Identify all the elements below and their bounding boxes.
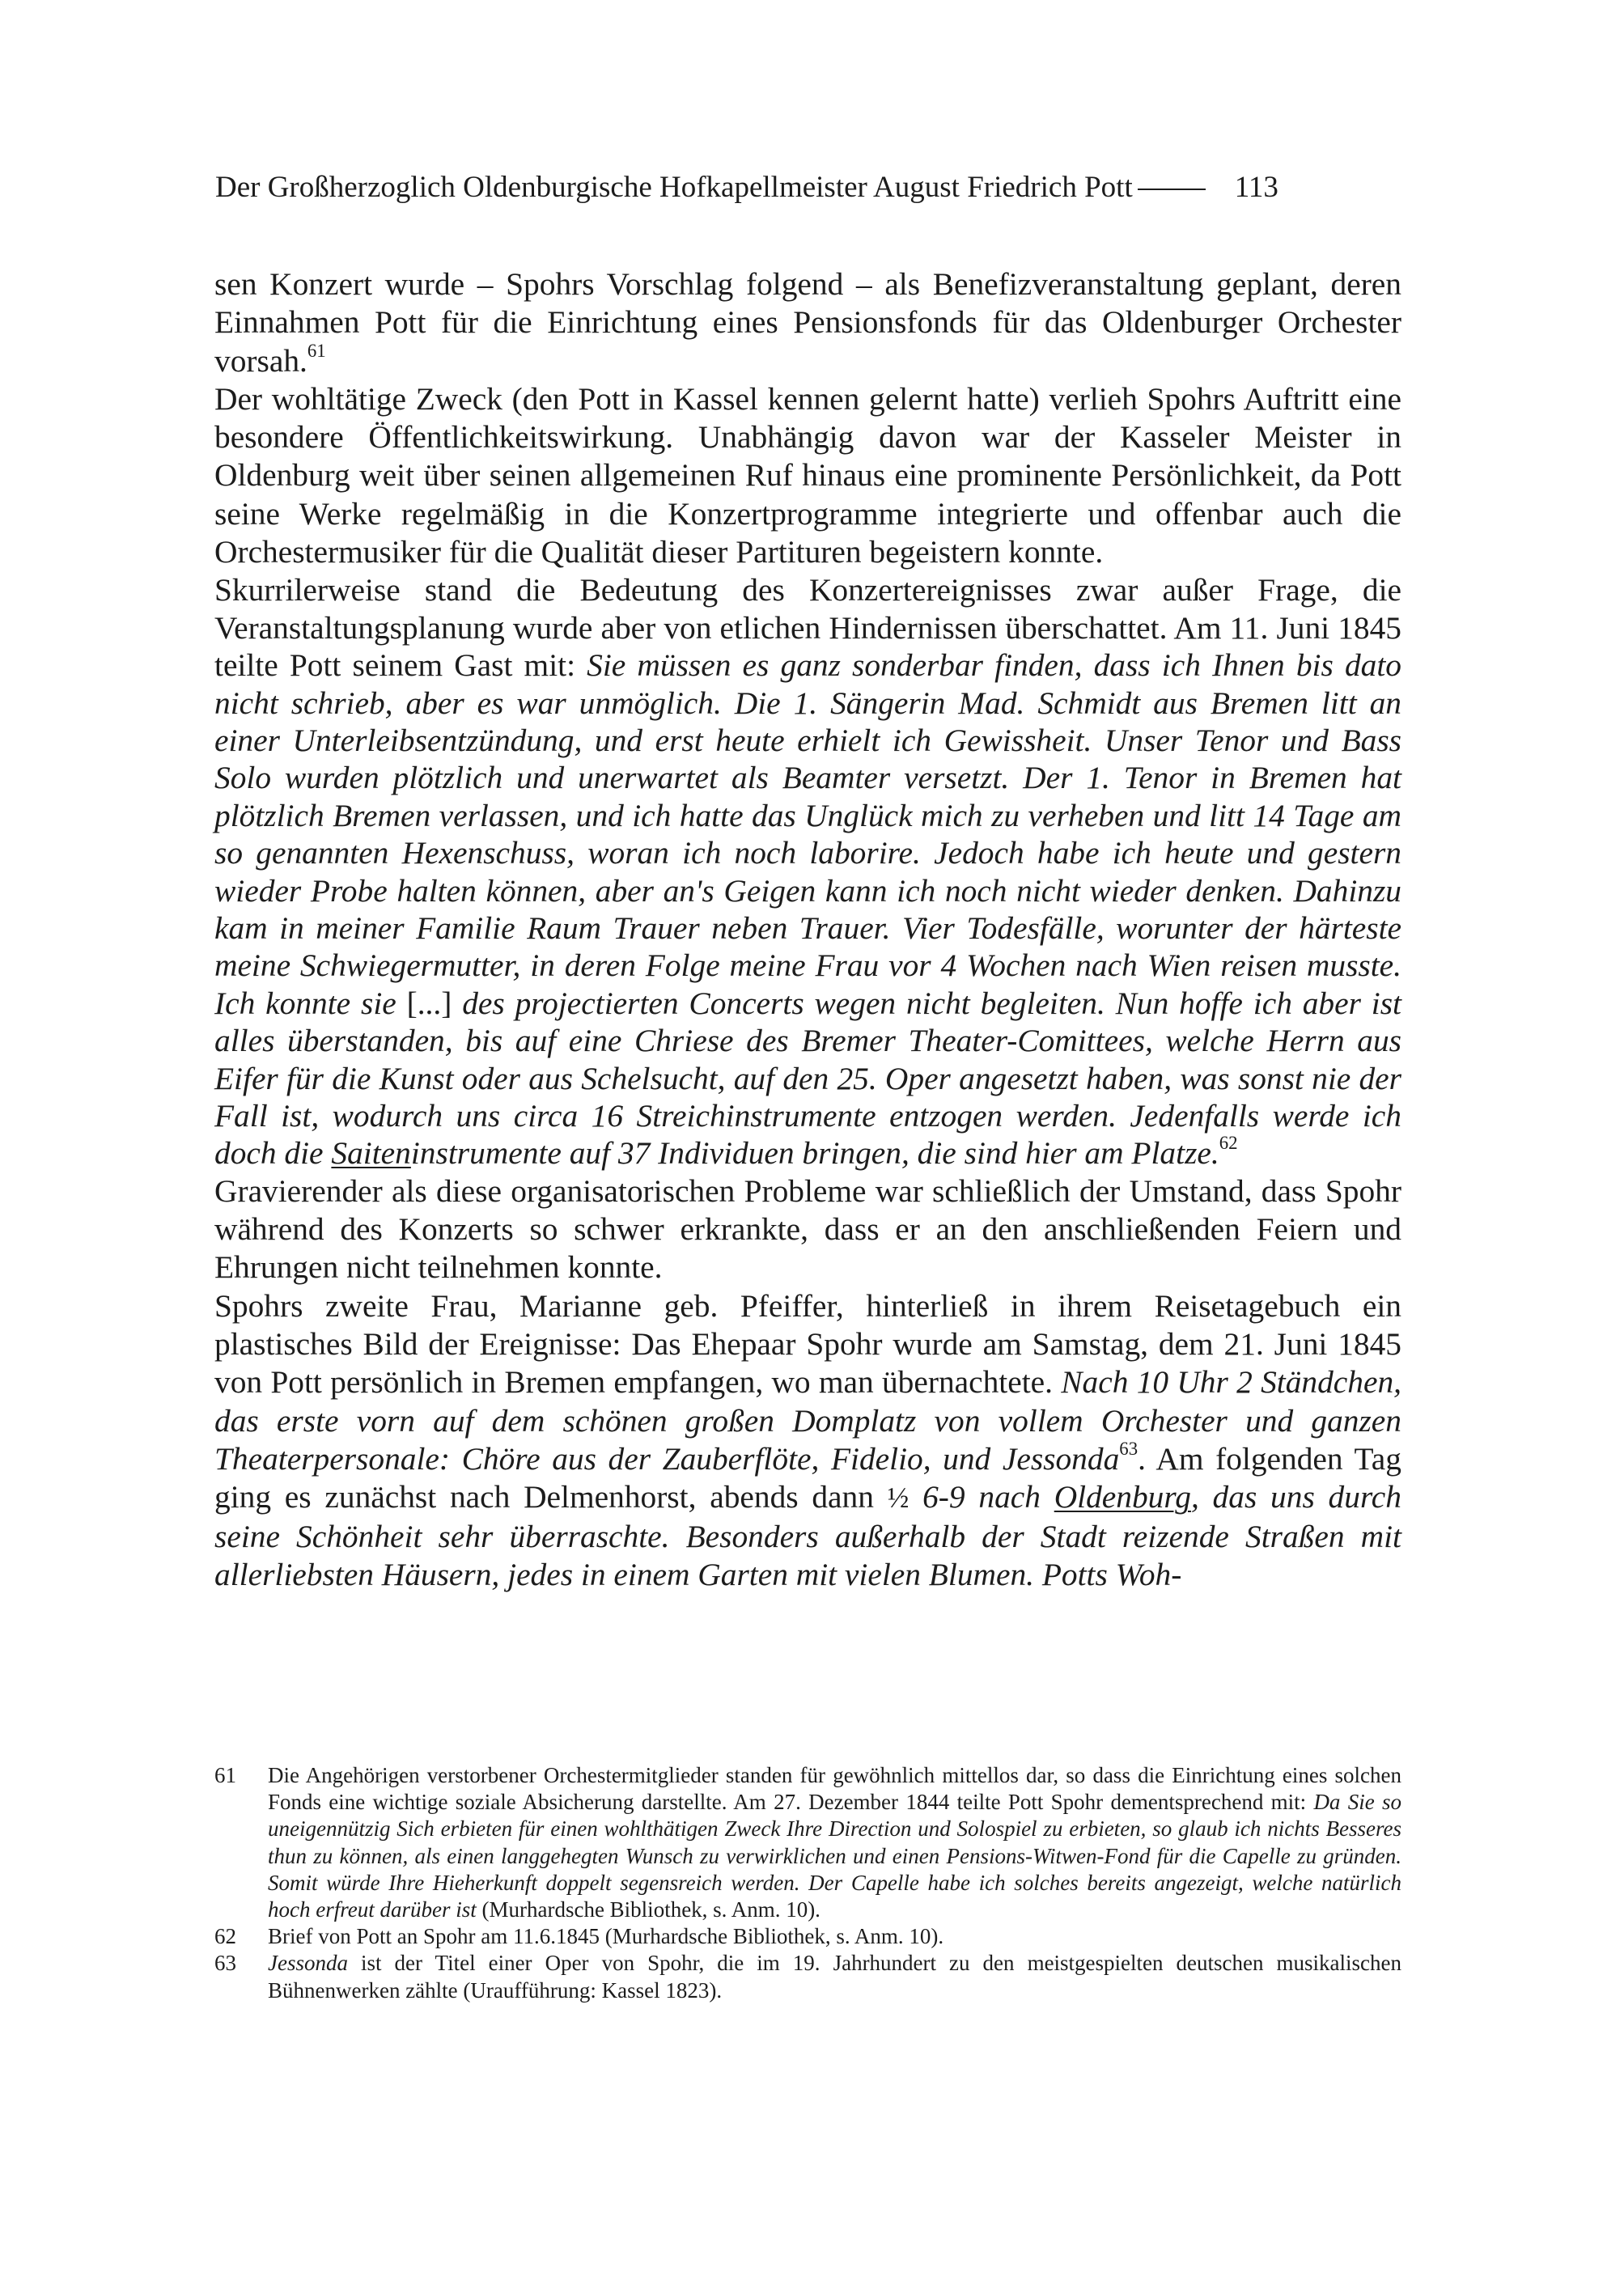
footnote-63 [214,1950,1401,2003]
footnote-61 [214,1762,1401,1923]
footnote-63-title: Jessonda [268,1951,348,1976]
fraction-half: ½ [887,1481,910,1515]
footnotes [214,1762,1401,2004]
footnote-ref-62: 62 [1219,1133,1238,1154]
quote-diary-part-2: 6-9 nach [909,1479,1054,1515]
main-text [214,265,1401,1594]
footnote-number: 62 [214,1924,236,1949]
footnote-text [268,1762,1401,1923]
ellipsis: [...] [406,985,452,1021]
quote-diary-part-3: , das uns durch seine Schönheit sehr überraschte. Besonders außerhalb der Stadt reizende Straßen mit allerliebsten Häusern, jedes in einem Garten mit vielen Blumen. Potts Woh- [214,1479,1401,1592]
footnote-number: 63 [214,1951,236,1976]
footnote-ref-63: 63 [1119,1439,1138,1460]
paragraph-4: Gravierender als diese organisatorischen Probleme war schließlich der Umstand, dass Spohr während des Konzerts so schwer erkrankte, dass er an den anschließenden Feiern und Ehrungen nicht teilnehmen konnte. [214,1172,1401,1286]
footnote-61-tail: (Murhardsche Bibliothek, s. Anm. 10). [476,1897,820,1922]
underlined-word-oldenburg: Oldenburg [1054,1479,1191,1515]
page-number: 113 [1234,171,1278,204]
footnote-61-lead: Die Angehörigen verstorbener Orchestermitglieder standen für gewöhnlich mittellos dar, so dass die Einrichtung eines solchen Fonds eine wichtige soziale Absicherung darstellte. Am 27. Dezember 1844 teilte Pott Spohr dementsprechend mit: [268,1763,1401,1815]
underlined-word-saiten: Saiten [331,1135,411,1172]
quote-diary-part-1: Nach 10 Uhr 2 Ständchen, das erste vorn auf dem schönen großen Domplatz von vollem Orchester und ganzen Theaterpersonale: Chöre aus der Zauberflöte, Fidelio, und Jessonda [214,1364,1401,1477]
paragraph-2: Der wohltätige Zweck (den Pott in Kassel kennen gelernt hatte) verlieh Spohrs Auftritt eine besondere Öffentlichkeitswirkung. Unabhängig davon war der Kasseler Meister in Oldenburg weit über seinen allgemeinen Ruf hinaus eine prominente Persönlichkeit, da Pott seine Werke regelmäßig in die Konzertprogramme integrierte und offenbar auch die Orchestermusiker für die Qualität dieser Partituren begeistern konnte. [214,380,1401,570]
footnote-number: 61 [214,1763,236,1787]
footnote-text: Brief von Pott an Spohr am 11.6.1845 (Murhardsche Bibliothek, s. Anm. 10). [268,1924,944,1949]
paragraph-3 [214,571,1401,1172]
paragraph-1-text: sen Konzert wurde – Spohrs Vorschlag folgend – als Benefizveranstaltung geplant, deren Einnahmen Pott für die Einrichtung eines Pensionsfonds für das Oldenburger Orchester vorsah. [214,266,1401,379]
header-rule [1138,189,1206,190]
paragraph-5-mid: . Am folgenden Tag ging es zunächst nach Delmenhorst, abends dann [214,1440,1401,1515]
quote-letter-part-1: Sie müssen es ganz sonderbar finden, dass ich Ihnen bis dato nicht schrieb, aber es war unmöglich. Die 1. Sängerin Mad. Schmidt aus Bremen litt an einer Unterleibsentzündung, und erst heute erhielt ich Gewissheit. Unser Tenor und Bass Solo wurden plötzlich und unerwartet als Beamter versetzt. Der 1. Tenor in Bremen hat plötzlich Bremen verlassen, und ich hatte das Unglück mich zu verheben und litt 14 Tage am so genannten Hexenschuss, woran ich noch laborire. Jedoch habe ich heute und gestern wieder Probe halten können, aber an's Geigen kann ich noch nicht wieder denken. Dahinzu kam in meiner Familie Raum Trauer neben Trauer. Vier Todesfälle, worunter der härteste meine Schwiegermutter, in deren Folge meine Frau vor 4 Wochen nach Wien reisen musste. Ich konnte sie [214,647,1401,1021]
quote-letter-part-3: instrumente auf 37 Individuen bringen, die sind hier am Platze. [410,1135,1219,1172]
running-header [215,168,1402,207]
footnote-62 [214,1923,1401,1950]
paragraph-3-lead: Skurrilerweise stand die Bedeutung des Konzertereignisses zwar außer Frage, die Veranstaltungsplanung wurde aber von etlichen Hindernissen überschattet. Am 11. Juni 1845 teilte Pott seinem Gast mit: [214,572,1401,684]
footnote-text [268,1950,1401,2003]
paragraph-5 [214,1287,1401,1594]
paragraph-1 [214,265,1401,380]
footnote-63-text: ist der Titel einer Oper von Spohr, die im 19. Jahrhundert zu den meistgespielten deutschen musikalischen Bühnenwerken zählte (Uraufführung: Kassel 1823). [268,1951,1401,2003]
running-title: Der Großherzoglich Oldenburgische Hofkapellmeister August Friedrich Pott [215,171,1133,204]
quote-letter-part-2: des projectierten Concerts wegen nicht begleiten. Nun hoffe ich aber ist alles überstanden, bis auf eine Chriese des Bremer Theater-Comittees, welche Herrn aus Eifer für die Kunst oder aus Schelsucht, auf den 25. Oper angesetzt haben, was sonst nie der Fall ist, wodurch uns circa 16 Streichinstrumente entzogen werden. Jedenfalls werde ich doch die [214,985,1401,1172]
paragraph-5-lead: Spohrs zweite Frau, Marianne geb. Pfeiffer, hinterließ in ihrem Reisetagebuch ein plastisches Bild der Ereignisse: Das Ehepaar Spohr wurde am Samstag, dem 21. Juni 1845 von Pott persönlich in Bremen empfangen, wo man übernachtete. [214,1287,1401,1401]
footnote-61-quote: Da Sie so uneigennützig Sich erbieten für einen wohlthätigen Zweck Ihre Direction und Solospiel zu erbieten, so glaub ich nichts Besseres thun zu können, als einen langgehegten Wunsch zu verwirklichen und einen Pensions-Witwen-Fond für die Capelle zu gründen. Somit würde Ihre Hieherkunft doppelt segensreich werden. Der Capelle habe ich solches bereits angezeigt, welche natürlich hoch erfreut darüber ist [268,1790,1401,1922]
footnote-ref-61: 61 [307,340,326,361]
